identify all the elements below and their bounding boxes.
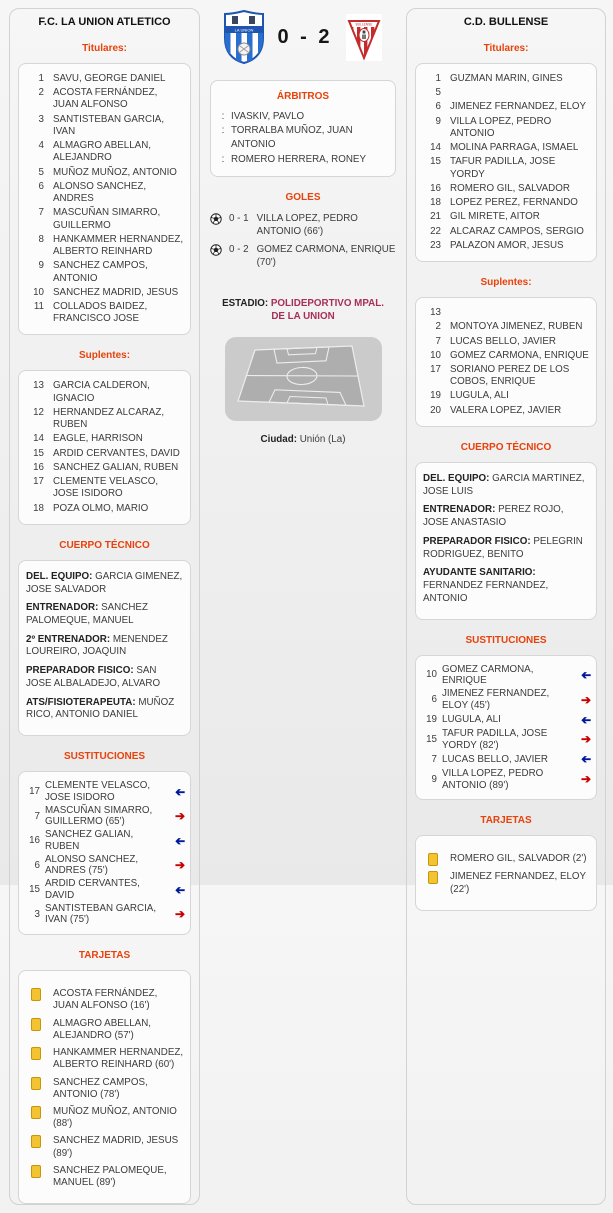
svg-text:LA UNION: LA UNION: [235, 27, 254, 33]
player-name: LUGULA, ALI: [442, 713, 501, 725]
stadium-line: [216, 297, 390, 324]
player-row: [24, 287, 185, 299]
player-row: [24, 476, 185, 500]
player-name: SANTISTEBAN GARCIA, IVAN: [53, 113, 165, 137]
player-number: 19: [430, 390, 441, 402]
away-cards-label: TARJETAS: [480, 815, 532, 827]
staff-name: SAN JOSE ALBALADEJO, ALVARO: [26, 665, 161, 689]
player-name: JIMENEZ FERNANDEZ, ELOY (45'): [442, 688, 550, 711]
referee-name: IVASKIV, PAVLO: [231, 111, 305, 122]
substitution-row: [24, 805, 185, 829]
staff-row: [26, 697, 183, 722]
goal-row: [210, 212, 400, 238]
player-name: ALONSO SANCHEZ, ANDRES: [53, 180, 147, 205]
referee-role-colon: :: [221, 111, 225, 122]
home-team-name: F.C. LA UNION ATLETICO: [38, 16, 171, 28]
player-name: GUZMAN MARIN, GINES: [450, 73, 563, 84]
player-number: 2: [435, 321, 441, 333]
player-name: SANCHEZ MADRID, JESUS: [53, 286, 179, 298]
player-row: [24, 114, 185, 138]
player-name: JIMENEZ FERNANDEZ, ELOY (22'): [450, 871, 586, 895]
player-row: [24, 87, 185, 111]
substitution-row: [421, 688, 591, 712]
player-name: MUÑOZ MUÑOZ, ANTONIO: [53, 166, 177, 178]
staff-row: [26, 634, 183, 659]
staff-row: [26, 571, 183, 596]
player-number: 23: [430, 239, 441, 251]
player-row: [421, 405, 591, 417]
goals-label: GOLES: [285, 191, 321, 203]
player-number: 10: [33, 286, 44, 298]
referee-name: TORRALBA MUÑOZ, JUAN ANTONIO: [231, 125, 353, 151]
substitution-arrow-icon: [167, 785, 185, 799]
player-name: GARCIA CALDERON, IGNACIO: [53, 380, 150, 404]
player-name: CLEMENTE VELASCO, JOSE ISIDORO: [53, 476, 159, 500]
card-row: [24, 1047, 185, 1071]
player-number: 9: [431, 773, 437, 785]
player-number: 19: [426, 713, 437, 725]
player-name: ACOSTA FERNÁNDEZ, JUAN ALFONSO (16'): [53, 988, 158, 1012]
substitution-row: [24, 854, 185, 878]
player-name: VILLA LOPEZ, PEDRO ANTONIO: [450, 115, 552, 139]
referees-list: [215, 110, 391, 167]
staff-name: MENENDEZ LOUREIRO, JOAQUIN: [26, 633, 168, 658]
yellow-card-icon: [428, 871, 438, 884]
player-row: [24, 234, 185, 258]
player-name: JIMENEZ FERNANDEZ, ELOY: [450, 101, 587, 113]
card-row: [24, 1077, 185, 1101]
staff-row: [423, 567, 589, 605]
player-row: [24, 140, 185, 164]
player-number: 9: [38, 260, 44, 272]
staff-role: 2º ENTRENADOR:: [26, 633, 111, 645]
player-row: [421, 87, 591, 99]
home-substitutions-box: [18, 771, 191, 935]
player-number: 1: [435, 73, 441, 84]
staff-role: ENTRENADOR:: [423, 504, 496, 516]
away-staff-box: [415, 462, 597, 620]
yellow-card-icon: [31, 1047, 41, 1060]
player-row: [24, 462, 185, 474]
player-name: COLLADOS BAIDEZ, FRANCISCO JOSE: [53, 300, 148, 325]
soccer-ball-icon: [210, 212, 223, 225]
yellow-card-icon: [31, 1018, 41, 1031]
home-starters-label: Titulares:: [82, 43, 127, 54]
player-number: 9: [435, 115, 441, 127]
home-starters-box: [18, 63, 191, 335]
player-number: 6: [38, 180, 44, 192]
staff-role: ATS/FISIOTERAPEUTA:: [26, 696, 136, 708]
substitution-row: [421, 713, 591, 727]
player-row: [24, 448, 185, 460]
player-name: GOMEZ CARMONA, ENRIQUE: [450, 349, 589, 361]
player-name: SANCHEZ GALIAN, RUBEN: [45, 829, 134, 852]
staff-row: [423, 473, 589, 498]
player-row: [421, 307, 591, 319]
substitution-row: [421, 752, 591, 766]
home-bench-box: [18, 370, 191, 524]
referee-name: ROMERO HERRERA, RONEY: [231, 153, 366, 165]
player-row: [421, 156, 591, 180]
referee-row: [215, 124, 391, 152]
player-number: 14: [33, 433, 44, 445]
player-name: ARDID CERVANTES, DAVID: [45, 878, 140, 901]
player-name: LUGULA, ALI: [450, 390, 509, 402]
player-row: [421, 336, 591, 348]
staff-row: [423, 504, 589, 529]
player-number: 14: [430, 142, 441, 154]
substitution-row: [421, 664, 591, 688]
player-name: VALERA LOPEZ, JAVIER: [450, 404, 562, 416]
player-number: 2: [38, 87, 44, 99]
staff-name: GARCIA GIMENEZ, JOSE SALVADOR: [26, 570, 183, 595]
referee-row: [215, 153, 391, 167]
score-header: [206, 10, 400, 64]
city-line: [206, 434, 400, 445]
substitution-arrow-icon: [573, 732, 591, 746]
staff-role: AYUDANTE SANITARIO:: [423, 567, 536, 579]
player-number: 5: [435, 87, 441, 99]
home-staff-box: [18, 560, 191, 736]
player-number: 15: [33, 447, 44, 459]
substitution-arrow-icon: [573, 693, 591, 707]
player-name: ALONSO SANCHEZ, ANDRES (75'): [45, 853, 139, 877]
player-name: SANCHEZ CAMPOS, ANTONIO: [53, 260, 148, 284]
player-name: PALAZON AMOR, JESUS: [450, 239, 564, 251]
away-substitutions-box: [415, 655, 597, 801]
stadium-label: ESTADIO:: [222, 297, 269, 309]
yellow-card-icon: [31, 1165, 41, 1178]
player-name: SAVU, GEORGE DANIEL: [53, 73, 166, 84]
card-row: [24, 1165, 185, 1189]
player-number: 20: [430, 404, 441, 416]
player-number: 6: [34, 859, 40, 871]
substitution-arrow-icon: [573, 713, 591, 727]
player-name: SANCHEZ CAMPOS, ANTONIO (78'): [53, 1076, 148, 1100]
substitution-arrow-icon: [573, 772, 591, 786]
home-bench-label: Suplentes:: [78, 350, 131, 362]
player-number: 17: [430, 363, 441, 375]
player-row: [421, 101, 591, 113]
player-name: ACOSTA FERNÁNDEZ, JUAN ALFONSO: [53, 87, 158, 111]
player-number: 15: [430, 156, 441, 168]
player-name: HERNANDEZ ALCARAZ, RUBEN: [53, 406, 165, 431]
player-name: ROMERO GIL, SALVADOR (2'): [450, 853, 587, 865]
player-row: [421, 142, 591, 154]
player-name: VILLA LOPEZ, PEDRO ANTONIO (89'): [442, 767, 544, 791]
goal-scorer: VILLA LOPEZ, PEDRO ANTONIO (66'): [256, 212, 358, 238]
player-name: ARDID CERVANTES, DAVID: [53, 447, 180, 459]
player-number: 13: [430, 307, 441, 319]
substitution-row: [421, 768, 591, 792]
player-row: [421, 350, 591, 362]
player-name: MUÑOZ MUÑOZ, ANTONIO (88'): [53, 1106, 177, 1130]
staff-role: DEL. EQUIPO:: [26, 570, 93, 582]
player-number: 21: [430, 211, 441, 223]
player-row: [421, 364, 591, 388]
staff-row: [26, 602, 183, 627]
staff-name: GARCIA MARTINEZ, JOSE LUIS: [423, 472, 585, 497]
player-number: 18: [430, 197, 441, 209]
player-name: LUCAS BELLO, JAVIER: [450, 335, 556, 347]
substitution-row: [24, 878, 185, 902]
referees-heading: ÁRBITROS: [276, 91, 330, 102]
yellow-card-icon: [428, 853, 438, 866]
substitution-row: [24, 903, 185, 927]
staff-role: PREPARADOR FISICO:: [26, 665, 134, 677]
player-number: 3: [38, 113, 44, 125]
player-name: MOLINA PARRAGA, ISMAEL: [450, 142, 579, 154]
soccer-ball-icon: [210, 243, 223, 256]
home-substitutions-label: SUSTITUCIONES: [63, 751, 146, 763]
player-name: SANTISTEBAN GARCIA, IVAN (75'): [45, 902, 157, 926]
goal-score: 0 - 1: [229, 212, 249, 224]
staff-name: PELEGRIN RODRIGUEZ, BENITO: [423, 535, 583, 560]
substitution-row: [24, 829, 185, 853]
player-number: 10: [430, 349, 441, 361]
player-number: 16: [29, 835, 40, 847]
player-number: 6: [431, 693, 437, 705]
card-row: [24, 1135, 185, 1159]
player-name: GOMEZ CARMONA, ENRIQUE: [442, 663, 534, 687]
away-crest-icon: [346, 14, 382, 61]
player-number: 15: [29, 884, 40, 896]
player-row: [421, 240, 591, 252]
player-name: TAFUR PADILLA, JOSE YORDY: [450, 156, 556, 180]
substitution-arrow-icon: [167, 907, 185, 921]
card-row: [421, 871, 591, 895]
player-number: 3: [34, 908, 40, 920]
player-row: [24, 301, 185, 325]
home-cards-label: TARJETAS: [78, 950, 131, 962]
player-number: 1: [38, 73, 44, 84]
player-name: MASCUÑAN SIMARRO, GUILLERMO: [53, 207, 161, 231]
goal-row: [210, 243, 400, 269]
staff-role: PREPARADOR FISICO:: [423, 535, 531, 547]
home-cards-box: [18, 970, 191, 1204]
staff-name: FERNANDEZ FERNANDEZ, ANTONIO: [423, 580, 549, 604]
referee-row: [215, 110, 391, 124]
player-row: [421, 197, 591, 209]
player-row: [421, 321, 591, 333]
city-value: Unión (La): [297, 434, 346, 446]
player-number: 18: [33, 502, 44, 514]
away-starters-label: Titulares:: [483, 43, 529, 54]
away-bench-label: Suplentes:: [480, 277, 532, 289]
player-number: 13: [33, 380, 44, 392]
referee-role-colon: :: [221, 125, 225, 137]
match-score: 0 - 2: [277, 25, 333, 48]
staff-role: DEL. EQUIPO:: [423, 472, 490, 484]
card-row: [421, 853, 591, 866]
player-number: 12: [33, 406, 44, 418]
player-row: [421, 226, 591, 238]
substitution-arrow-icon: [573, 752, 591, 766]
player-name: GIL MIRETE, AITOR: [450, 211, 540, 223]
substitution-row: [24, 780, 185, 804]
player-name: SANCHEZ MADRID, JESUS (89'): [53, 1135, 179, 1159]
player-row: [24, 260, 185, 284]
city-label: Ciudad:: [260, 434, 297, 446]
away-cards-box: [415, 835, 597, 910]
player-number: 7: [435, 335, 441, 347]
player-name: ROMERO GIL, SALVADOR: [450, 182, 570, 194]
player-number: 22: [430, 225, 441, 237]
player-number: 8: [38, 233, 44, 245]
player-row: [421, 390, 591, 402]
stadium-field-image: [206, 337, 400, 421]
referees-box: [210, 80, 396, 177]
player-number: 7: [34, 810, 40, 822]
away-bench-box: [415, 297, 597, 427]
staff-row: [423, 536, 589, 561]
player-name: SANCHEZ GALIAN, RUBEN: [53, 461, 179, 473]
player-row: [24, 207, 185, 231]
player-number: 6: [435, 101, 441, 113]
away-staff-label: CUERPO TÉCNICO: [460, 441, 552, 453]
player-number: 17: [29, 786, 40, 798]
player-number: 7: [38, 207, 44, 219]
player-name: EAGLE, HARRISON: [53, 433, 143, 445]
player-name: HANKAMMER HERNANDEZ, ALBERTO REINHARD: [53, 233, 184, 258]
player-number: 10: [426, 669, 437, 681]
player-row: [421, 116, 591, 140]
player-row: [421, 183, 591, 195]
player-row: [24, 407, 185, 431]
player-name: ALMAGRO ABELLAN, ALEJANDRO: [53, 140, 152, 164]
player-name: [450, 87, 591, 99]
player-number: 11: [33, 300, 44, 312]
yellow-card-icon: [31, 988, 41, 1001]
player-row: [24, 380, 185, 404]
player-name: CLEMENTE VELASCO, JOSE ISIDORO: [45, 780, 151, 803]
player-number: 17: [33, 476, 44, 488]
player-row: [421, 73, 591, 85]
goal-score: 0 - 2: [229, 244, 249, 256]
staff-name: SANCHEZ PALOMEQUE, MANUEL: [26, 602, 148, 626]
player-name: [450, 307, 591, 319]
player-name: TAFUR PADILLA, JOSE YORDY (82'): [442, 727, 548, 751]
away-team-name: C.D. BULLENSE: [463, 16, 549, 28]
away-team-panel: [406, 8, 606, 1205]
player-number: 16: [430, 182, 441, 194]
card-row: [24, 988, 185, 1012]
home-crest-icon: [224, 10, 264, 64]
card-row: [24, 1018, 185, 1042]
player-row: [24, 73, 185, 85]
player-name: ALCARAZ CAMPOS, SERGIO: [450, 225, 584, 237]
substitution-arrow-icon: [573, 668, 591, 682]
player-row: [421, 211, 591, 223]
player-name: SORIANO PEREZ DE LOS COBOS, ENRIQUE: [450, 363, 570, 388]
player-name: MONTOYA JIMENEZ, RUBEN: [450, 321, 583, 333]
stadium-link[interactable]: POLIDEPORTIVO MPAL. DE LA UNION: [270, 297, 384, 323]
player-number: 4: [38, 140, 44, 152]
player-name: LOPEZ PEREZ, FERNANDO: [450, 197, 578, 209]
player-number: 15: [426, 733, 437, 745]
player-number: 7: [431, 753, 437, 765]
staff-name: MUÑOZ RICO, ANTONIO DANIEL: [26, 696, 175, 721]
staff-row: [26, 665, 183, 690]
away-substitutions-label: SUSTITUCIONES: [465, 634, 547, 646]
goal-scorer: GOMEZ CARMONA, ENRIQUE (70'): [256, 244, 396, 269]
goals-list: [206, 212, 400, 270]
yellow-card-icon: [31, 1135, 41, 1148]
match-center-column: [206, 8, 400, 1205]
player-row: [24, 433, 185, 445]
card-row: [24, 1106, 185, 1130]
home-team-panel: [9, 8, 200, 1205]
svg-text:BULLENSE: BULLENSE: [355, 22, 372, 26]
yellow-card-icon: [31, 1106, 41, 1119]
player-number: 5: [38, 166, 44, 178]
away-starters-box: [415, 63, 597, 262]
player-name: ALMAGRO ABELLAN, ALEJANDRO (57'): [53, 1017, 152, 1041]
player-name: POZA OLMO, MARIO: [53, 502, 149, 514]
player-row: [24, 167, 185, 179]
staff-name: PEREZ ROJO, JOSE ANASTASIO: [423, 504, 564, 529]
home-staff-label: CUERPO TÉCNICO: [59, 539, 150, 551]
substitution-row: [421, 728, 591, 752]
player-row: [24, 503, 185, 515]
player-name: MASCUÑAN SIMARRO, GUILLERMO (65'): [45, 804, 153, 828]
player-name: SANCHEZ PALOMEQUE, MANUEL (89'): [53, 1164, 167, 1189]
substitution-arrow-icon: [167, 809, 185, 823]
player-name: HANKAMMER HERNANDEZ, ALBERTO REINHARD (60'): [53, 1047, 184, 1071]
substitution-arrow-icon: [167, 834, 185, 848]
referee-role-colon: :: [221, 153, 225, 165]
player-name: LUCAS BELLO, JAVIER: [442, 753, 548, 765]
player-row: [24, 181, 185, 205]
staff-role: ENTRENADOR:: [26, 602, 99, 614]
yellow-card-icon: [31, 1077, 41, 1090]
player-number: 16: [33, 461, 44, 473]
substitution-arrow-icon: [167, 858, 185, 872]
